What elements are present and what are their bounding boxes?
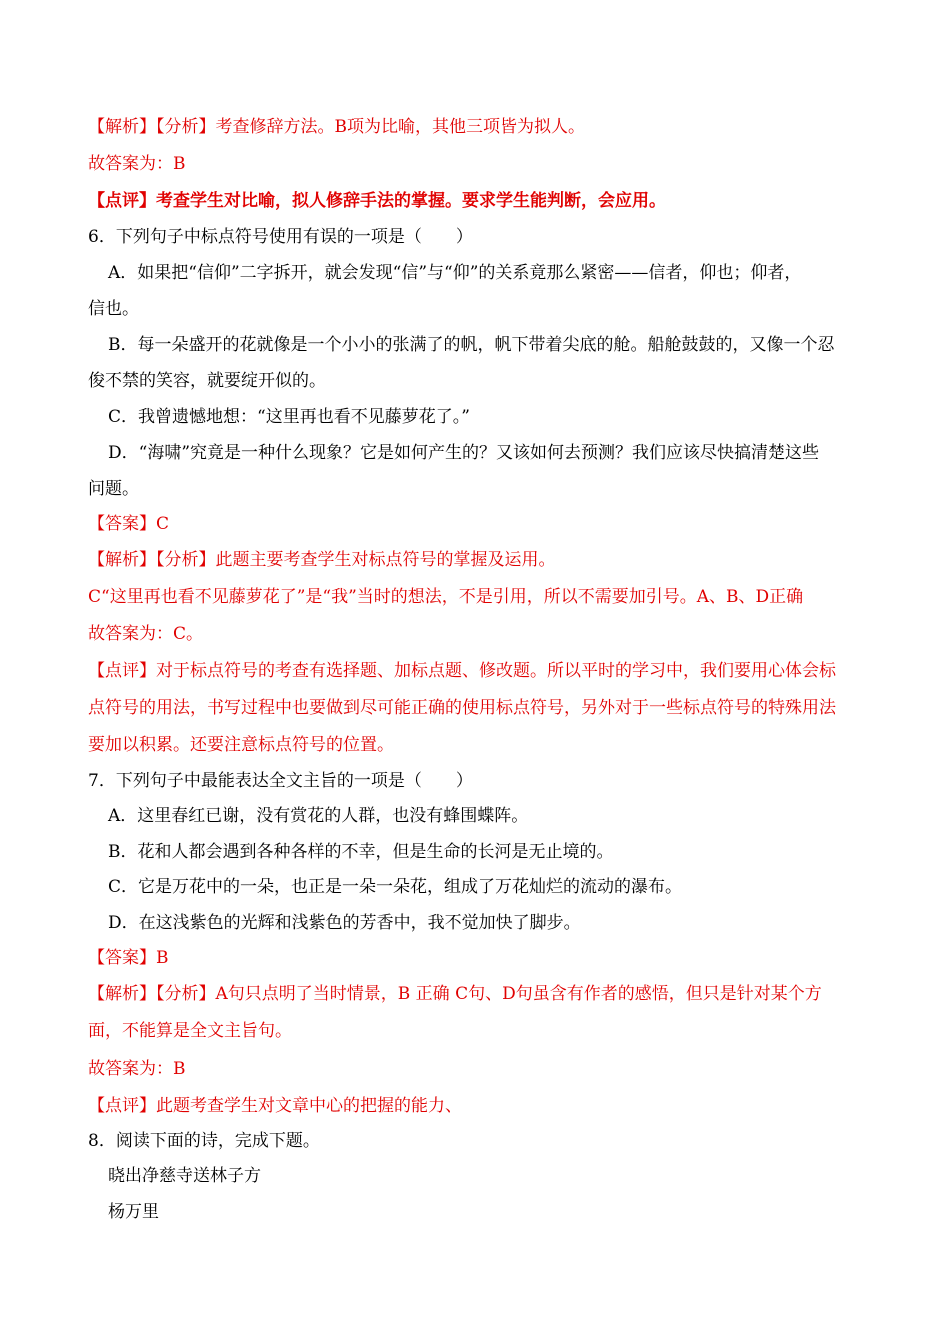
q7-answer: 【答案】B bbox=[88, 948, 169, 968]
q7-analysis-cont: 面，不能算是全文主旨句。 bbox=[88, 1021, 292, 1041]
q5-comment: 【点评】考查学生对比喻，拟人修辞手法的掌握。要求学生能判断，会应用。 bbox=[88, 191, 666, 211]
q8-poem-title: 晓出净慈寺送林子方 bbox=[108, 1166, 261, 1186]
q6-option-a-cont: 信也。 bbox=[88, 299, 139, 319]
q7-option-d: D．在这浅紫色的光辉和浅紫色的芳香中，我不觉加快了脚步。 bbox=[108, 913, 581, 933]
q6-analysis: 【解析】【分析】此题主要考查学生对标点符号的掌握及运用。 bbox=[88, 550, 556, 570]
q6-option-c: C．我曾遗憾地想：“这里再也看不见藤萝花了。” bbox=[108, 407, 470, 427]
q7-option-c: C．它是万花中的一朵，也正是一朵一朵花，组成了万花灿烂的流动的瀑布。 bbox=[108, 877, 683, 897]
q6-option-b-cont: 俊不禁的笑容，就要绽开似的。 bbox=[88, 371, 326, 391]
q6-stem: 6．下列句子中标点符号使用有误的一项是（ ） bbox=[88, 227, 473, 247]
q6-final-answer: 故答案为：C。 bbox=[88, 624, 204, 644]
q6-option-d-cont: 问题。 bbox=[88, 479, 139, 499]
q7-option-a: A．这里春红已谢，没有赏花的人群，也没有蜂围蝶阵。 bbox=[108, 806, 529, 826]
q6-option-b: B．每一朵盛开的花就像是一个小小的张满了的帆，帆下带着尖底的舱。船舱鼓鼓的，又像一个忍 bbox=[108, 335, 835, 355]
q8-stem: 8．阅读下面的诗，完成下题。 bbox=[88, 1131, 320, 1151]
q6-comment: 【点评】对于标点符号的考查有选择题、加标点题、修改题。所以平时的学习中，我们要用心体会标 bbox=[88, 661, 836, 681]
q6-answer: 【答案】C bbox=[88, 514, 170, 534]
q7-stem: 7．下列句子中最能表达全文主旨的一项是（ ） bbox=[88, 771, 473, 791]
q8-poem-author: 杨万里 bbox=[108, 1202, 159, 1222]
q7-option-b: B．花和人都会遇到各种各样的不幸，但是生命的长河是无止境的。 bbox=[108, 842, 614, 862]
q6-comment-cont2: 要加以积累。还要注意标点符号的位置。 bbox=[88, 735, 394, 755]
q6-analysis-detail: C“这里再也看不见藤萝花了”是“我”当时的想法，不是引用，所以不需要加引号。A、B、D正确 bbox=[88, 587, 804, 607]
q6-option-a: A．如果把“信仰”二字拆开，就会发现“信”与“仰”的关系竟那么紧密——信者，仰也；仰者， bbox=[108, 263, 802, 283]
q7-final-answer: 故答案为：B bbox=[88, 1059, 186, 1079]
q5-final-answer: 故答案为：B bbox=[88, 154, 186, 174]
q5-analysis: 【解析】【分析】考查修辞方法。B项为比喻，其他三项皆为拟人。 bbox=[88, 117, 585, 137]
q6-option-d: D．“海啸”究竟是一种什么现象？它是如何产生的？又该如何去预测？我们应该尽快搞清楚这些 bbox=[108, 443, 820, 463]
q7-comment: 【点评】此题考查学生对文章中心的把握的能力、 bbox=[88, 1096, 462, 1116]
q6-comment-cont: 点符号的用法，书写过程中也要做到尽可能正确的使用标点符号，另外对于一些标点符号的特殊用法 bbox=[88, 698, 836, 718]
q7-analysis: 【解析】【分析】A句只点明了当时情景，B 正确 C句、D句虽含有作者的感悟，但只是针对某个方 bbox=[88, 984, 822, 1004]
